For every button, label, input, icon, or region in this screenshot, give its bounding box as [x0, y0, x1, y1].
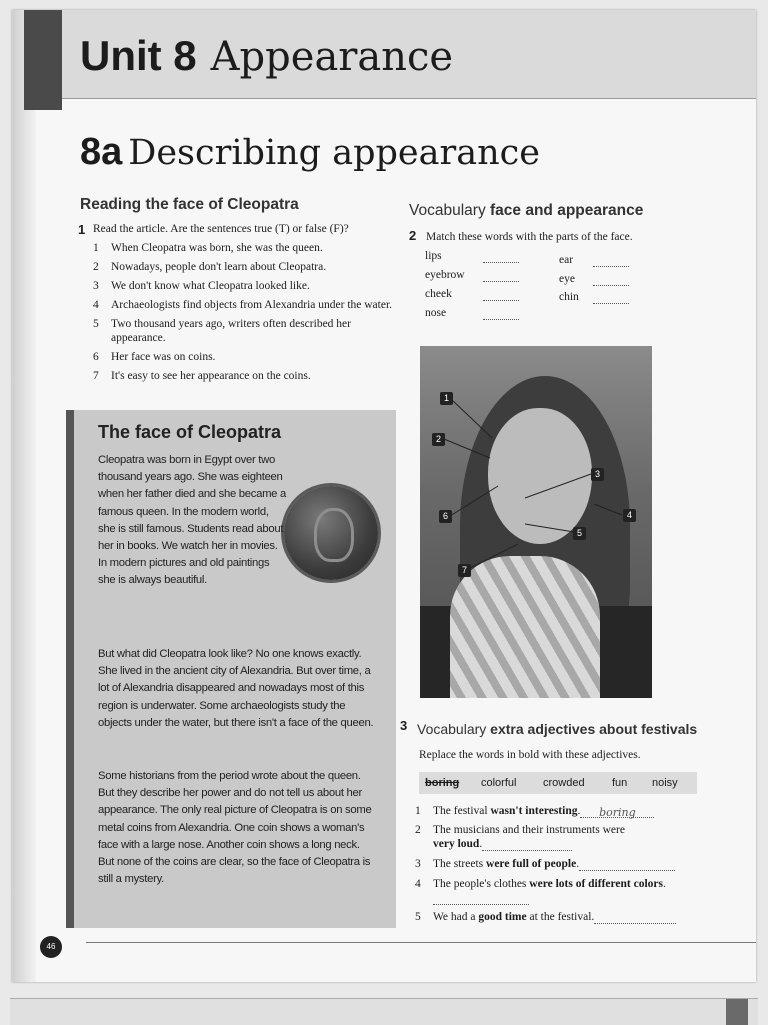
- sentence-bold-phrase: were full of people: [486, 858, 577, 870]
- statement-number: 1: [93, 242, 99, 254]
- exercise-1-instruction: Read the article. Are the sentences true (T) or false (F)?: [93, 223, 349, 235]
- answer-blank[interactable]: [593, 256, 629, 267]
- next-page-tab: [726, 999, 748, 1025]
- statement-text: Two thousand years ago, writers often described her appearance.: [111, 318, 351, 345]
- exercise-2-number: 2: [409, 228, 417, 243]
- adjective-word-box: [419, 772, 697, 794]
- exercise-1-number: 1: [78, 222, 86, 237]
- word-eye: eye: [559, 273, 575, 285]
- sentence-text: The streets: [433, 858, 484, 870]
- sentence-number: 1: [415, 805, 421, 817]
- face-marker-6: 6: [439, 510, 452, 523]
- answer-blank[interactable]: [483, 309, 519, 320]
- word-box-item: crowded: [543, 777, 585, 789]
- face-marker-4: 4: [623, 509, 636, 522]
- word-lips: lips: [425, 250, 442, 262]
- true-false-statements: [93, 241, 393, 388]
- answer-blank[interactable]: [433, 893, 529, 905]
- statement: [93, 241, 393, 255]
- adjectives-label: Vocabulary: [417, 721, 487, 737]
- exercise-3-number: 3: [400, 718, 408, 733]
- page-edge: [12, 10, 36, 982]
- answer-blank[interactable]: [483, 252, 519, 263]
- sentence-bold-phrase: wasn't interesting: [490, 805, 578, 817]
- sentence-bold-phrase: very loud: [433, 838, 480, 850]
- handwritten-answer: boring: [599, 806, 636, 819]
- exercise-3-instruction: Replace the words in bold with these adjectives.: [419, 749, 641, 761]
- face-marker-1: 1: [440, 392, 453, 405]
- unit-title: [80, 30, 453, 81]
- sentence-text: .: [479, 838, 483, 850]
- sentence-text: .: [576, 858, 580, 870]
- sentence-item: [415, 910, 733, 924]
- statement-number: 2: [93, 261, 99, 273]
- sentence-item: [415, 804, 733, 818]
- answer-blank[interactable]: [594, 912, 676, 924]
- statement: [93, 260, 393, 274]
- statement-text: We don't know what Cleopatra looked like.: [111, 280, 310, 292]
- sentence-item: [415, 823, 733, 851]
- word-nose: nose: [425, 307, 447, 319]
- sentence-bold-phrase: were lots of different colors: [529, 878, 663, 890]
- page-number: 46: [40, 936, 62, 958]
- answer-blank[interactable]: [482, 839, 572, 851]
- statement-text: Archaeologists find objects from Alexandria under the water.: [111, 299, 393, 311]
- sentence-text: .: [662, 878, 666, 890]
- sentence-number: 2: [415, 824, 421, 836]
- face-marker-5: 5: [573, 527, 586, 540]
- word-cheek: cheek: [425, 288, 452, 300]
- answer-blank[interactable]: [483, 271, 519, 282]
- unit-tab: [24, 10, 62, 110]
- statement-number: 4: [93, 299, 99, 311]
- word-box-item: fun: [612, 777, 628, 789]
- sentence-text: .: [577, 805, 581, 817]
- statement-number: 6: [93, 351, 99, 364]
- statement: [93, 298, 393, 312]
- lesson-name: Describing appearance: [128, 133, 540, 173]
- label-lines: [420, 346, 652, 698]
- vocabulary-heading: [409, 202, 643, 220]
- answer-blank[interactable]: [593, 275, 629, 286]
- word-chin: chin: [559, 291, 579, 303]
- answer-blank[interactable]: [593, 293, 629, 304]
- sentence-text: We had a: [433, 911, 476, 923]
- exercise-2-instruction: Match these words with the parts of the face.: [426, 231, 633, 243]
- statement-text: When Cleopatra was born, she was the queen.: [111, 242, 323, 254]
- sentence-text: The musicians and their instruments were: [433, 824, 625, 836]
- reading-heading: Reading the face of Cleopatra: [80, 196, 299, 213]
- word-ear: ear: [559, 254, 574, 266]
- answer-blank[interactable]: [579, 859, 675, 871]
- lesson-code: 8a: [80, 131, 123, 173]
- face-marker-3: 3: [591, 468, 604, 481]
- answer-blank[interactable]: [580, 806, 654, 818]
- word-box-item: boring: [425, 777, 460, 789]
- word-box-item: colorful: [481, 777, 517, 789]
- statement: [93, 350, 393, 364]
- statement-text: Nowadays, people don't learn about Cleopatra.: [111, 261, 327, 273]
- lesson-title: [80, 130, 540, 174]
- statement: [93, 369, 393, 383]
- vocabulary-label: Vocabulary: [409, 202, 486, 219]
- statement-number: 5: [93, 318, 99, 330]
- sentence-text: at the festival.: [529, 911, 595, 923]
- answer-blank[interactable]: [483, 290, 519, 301]
- article-paragraph: Some historians from the period wrote about the queen. But they describe her power and do not tell us about her appearance. The only real picture of Cleopatra is on some metal coins from Alexandria. One coin shows a woman's face with a large nose. Another coin shows a long neck. But none of the coins are clear, so the face of Cleopatra is still a mystery.: [98, 770, 372, 886]
- article-paragraph: Cleopatra was born in Egypt over two thousand years ago. She was eighteen when her father died and she became a famous queen. In the modern world, she is still famous. Students read about her in books. We watch her in movies. In modern pictures and old paintings she is always beautiful.: [98, 454, 286, 587]
- adjectives-topic: extra adjectives about festivals: [490, 721, 698, 737]
- face-marker-7: 7: [458, 564, 471, 577]
- word-box-item: noisy: [652, 777, 678, 789]
- sentence-bold-phrase: good time: [478, 911, 527, 923]
- article-title: The face of Cleopatra: [98, 422, 282, 442]
- word-eyebrow: eyebrow: [425, 269, 465, 281]
- unit-name: Appearance: [210, 34, 454, 80]
- statement-text: Her face was on coins.: [111, 351, 216, 364]
- footer-rule: [86, 942, 756, 943]
- cleopatra-coin-image: [284, 486, 378, 580]
- sentence-number: 3: [415, 858, 421, 870]
- sentence-text: The festival: [433, 805, 488, 817]
- sentence-number: 5: [415, 911, 421, 923]
- statement: [93, 317, 393, 345]
- sentence-item: [415, 857, 733, 871]
- sentence-number: 4: [415, 878, 421, 890]
- adjectives-heading: [417, 721, 697, 737]
- next-page-edge: [10, 998, 758, 1025]
- woman-face-photo: [420, 346, 652, 698]
- statement-number: 3: [93, 280, 99, 292]
- statement: [93, 279, 393, 293]
- sentence-item: [415, 877, 733, 905]
- statement-number: 7: [93, 370, 99, 383]
- vocabulary-topic: face and appearance: [490, 202, 644, 219]
- face-marker-2: 2: [432, 433, 445, 446]
- article-paragraph: But what did Cleopatra look like? No one knows exactly. She lived in the ancient city of Alexandria. But over time, a lot of Alexandria disappeared and nowadays most of this region is underwater. Some archaeologists study the objects under the water, but there isn't a face of the queen.: [98, 648, 374, 729]
- statement-text: It's easy to see her appearance on the coins.: [111, 370, 311, 383]
- sentence-text: The people's clothes: [433, 878, 527, 890]
- article-box: [66, 410, 396, 928]
- unit-number: Unit 8: [80, 32, 197, 79]
